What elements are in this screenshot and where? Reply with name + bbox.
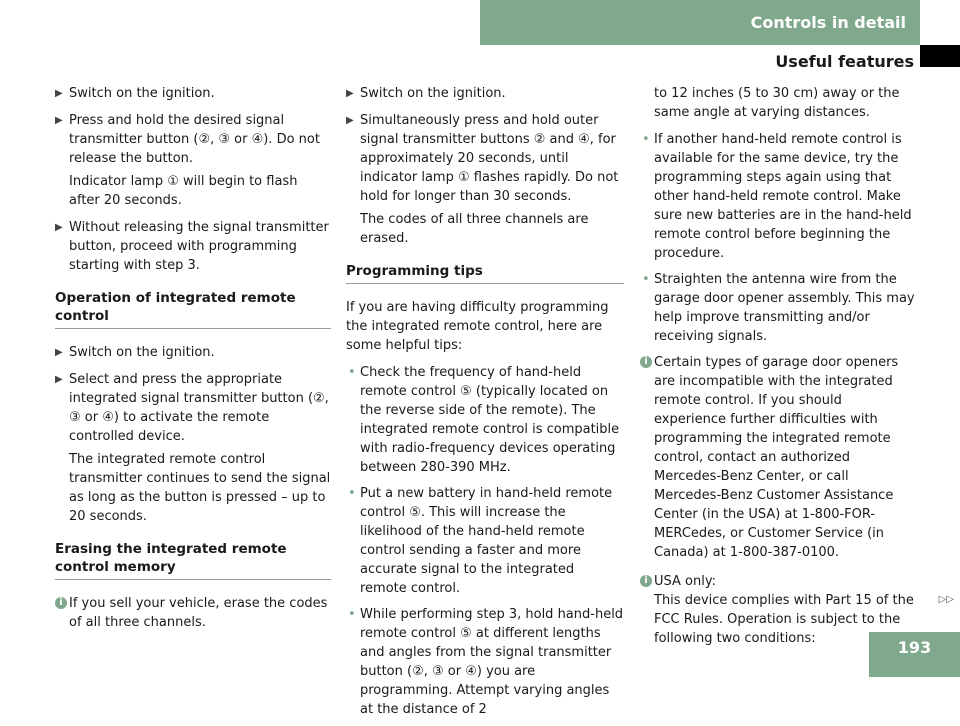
- info-icon: i: [640, 356, 652, 368]
- tip-frequency: • Check the frequency of hand-held remote control ⑤ (typically located on the reverse side of the remote). The integrated remote control is compatible with radio-frequency devices operating between 280-390 MHz.: [348, 365, 620, 475]
- bullet-icon: •: [642, 132, 650, 147]
- tip-angles-continued: to 12 inches (5 to 30 cm) away or the same angle at varying distances.: [654, 86, 900, 120]
- op-step-ignition: ▶ Switch on the ignition.: [55, 345, 215, 360]
- heading-tips: Programming tips: [346, 262, 624, 284]
- op-step-select: ▶ Select and press the appropriate integrated signal transmitter button (②, ③ or ④) to activate the remote controlled device.: [55, 372, 329, 444]
- arrow-icon: ▶: [346, 88, 354, 99]
- arrow-icon: ▶: [55, 347, 63, 358]
- tip-battery: • Put a new battery in hand-held remote control ⑤. This will increase the likelihood of the hand-held remote control sending a faster and more accurate signal to the integrated remote control.: [348, 486, 613, 596]
- column-2: [346, 84, 624, 726]
- step-proceed: ▶ Without releasing the signal transmitter button, proceed with programming starting with step 3.: [55, 220, 329, 273]
- step-note: Indicator lamp ① will begin to flash after 20 seconds.: [69, 174, 298, 208]
- step-switch-ignition: ▶ Switch on the ignition.: [55, 86, 215, 101]
- info-usa-title: USA only:: [654, 574, 716, 589]
- erase-step-press: ▶ Simultaneously press and hold outer signal transmitter buttons ② and ④, for approximately 20 seconds, until indicator lamp ① flashes rapidly. Do not hold for longer than 30 seconds.: [346, 113, 619, 204]
- tip-other-remote: • If another hand-held remote control is available for the same device, try the programming steps again using that other hand-held remote control. Make sure new batteries are in the hand-held remote control before beginning the procedure.: [642, 132, 912, 261]
- erase-step-ignition: ▶ Switch on the ignition.: [346, 86, 506, 101]
- tips-intro: If you are having difficulty programming the integrated remote control, here are some helpful tips:: [346, 300, 609, 353]
- info-usa-text: This device complies with Part 15 of the FCC Rules. Operation is subject to the following two conditions:: [654, 593, 914, 646]
- erase-note: The codes of all three channels are erased.: [360, 212, 589, 246]
- step-press-hold: ▶ Press and hold the desired signal transmitter button (②, ③ or ④). Do not release the button.: [55, 113, 320, 166]
- subsection-title: Useful features: [775, 52, 914, 71]
- column-3: [640, 84, 916, 658]
- tip-antenna: • Straighten the antenna wire from the garage door opener assembly. This may help improve transmitting and/or receiving signals.: [642, 272, 915, 344]
- arrow-icon: ▶: [55, 222, 63, 233]
- bullet-icon: •: [348, 607, 356, 622]
- info-incompatible: i Certain types of garage door openers are incompatible with the integrated remote control. If you should experience further difficulties with programming the integrated remote control, contact an authorized Mercedes-Benz Center, or call Mercedes-Benz Customer Assistance Center (in the USA) at 1-800-FOR-MERCedes, or Customer Service (in Canada) at 1-800-387-0100.: [640, 353, 916, 562]
- info-erase: i If you sell your vehicle, erase the codes of all three channels.: [55, 594, 331, 632]
- arrow-icon: ▶: [55, 115, 63, 126]
- column-1: [55, 84, 331, 642]
- tip-angles: • While performing step 3, hold hand-held remote control ⑤ at different lengths and angles from the signal transmitter button (②, ③ or ④) you are programming. Attempt varying angles at the distance of 2: [348, 607, 624, 717]
- bullet-icon: •: [348, 365, 356, 380]
- arrow-icon: ▶: [55, 374, 63, 385]
- bullet-icon: •: [348, 486, 356, 501]
- info-icon: i: [55, 597, 67, 609]
- arrow-icon: ▶: [346, 115, 354, 126]
- bullet-icon: •: [642, 272, 650, 287]
- section-title: Controls in detail: [750, 13, 906, 32]
- heading-operation: Operation of integrated remote control: [55, 289, 331, 329]
- arrow-icon: ▶: [55, 88, 63, 99]
- next-page-icon: ▷▷: [938, 594, 954, 605]
- header-marker: [920, 45, 960, 67]
- op-note: The integrated remote control transmitter continues to send the signal as long as the button is pressed – up to 20 seconds.: [69, 452, 331, 524]
- heading-erasing: Erasing the integrated remote control memory: [55, 540, 331, 580]
- section-header: [480, 0, 920, 45]
- info-icon: i: [640, 575, 652, 587]
- page-number: 193: [869, 632, 960, 677]
